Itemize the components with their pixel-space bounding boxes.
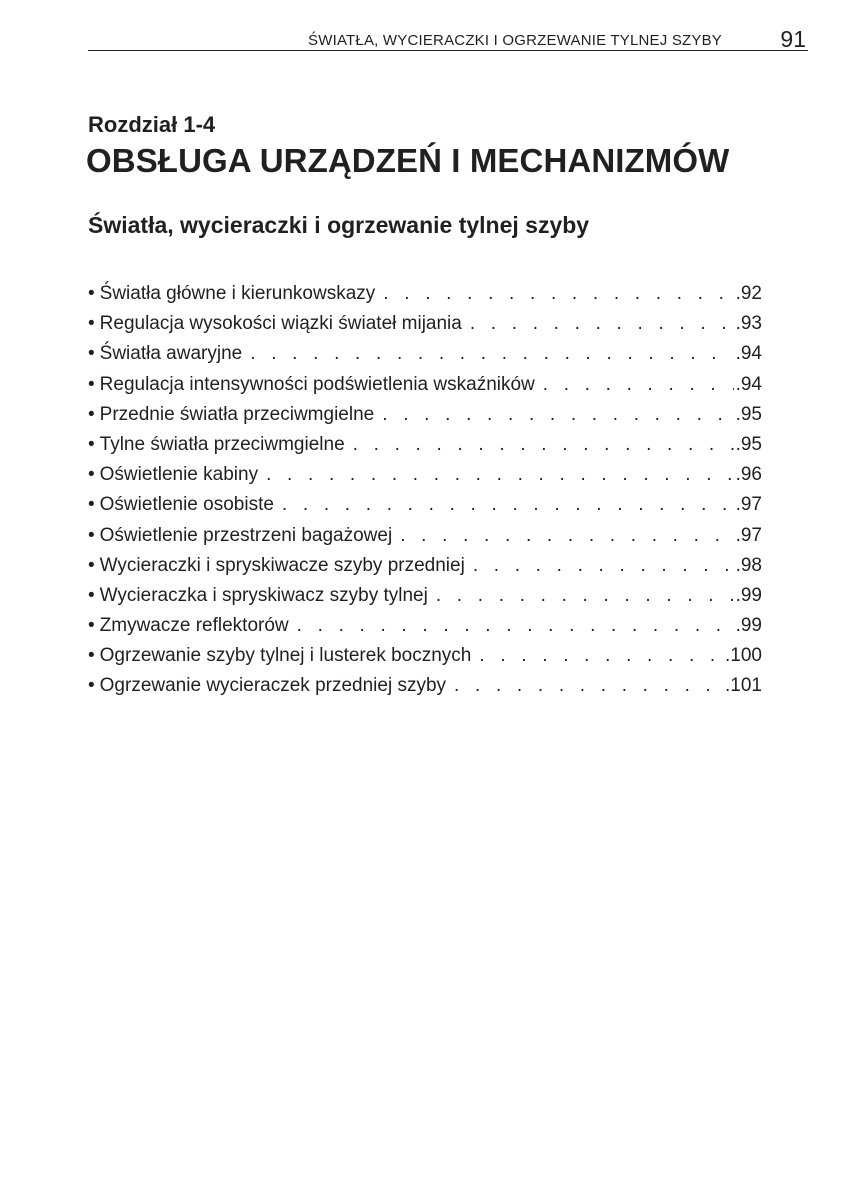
bullet-icon: • — [88, 584, 95, 606]
dot-leader — [436, 585, 734, 607]
toc-item[interactable] — [88, 494, 762, 524]
toc-item-page: .94 — [735, 343, 762, 365]
section-title: Światła, wycieraczki i ogrzewanie tylnej szyby — [88, 212, 590, 238]
dot-leader — [250, 343, 733, 365]
toc-item-label: Oświetlenie kabiny — [99, 464, 259, 486]
toc-item-label: Wycieraczka i spryskiwacz szyby tylnej — [99, 584, 428, 606]
dot-leader — [383, 283, 733, 305]
toc-item[interactable] — [88, 525, 762, 555]
toc-item-label: Ogrzewanie wycieraczek przedniej szyby — [99, 675, 447, 697]
toc-item-page: .100 — [725, 645, 762, 667]
toc-item-label: Światła awaryjne — [99, 343, 243, 365]
bullet-icon: • — [88, 645, 95, 667]
toc-item-page: .95 — [735, 403, 762, 425]
toc-item-label: Zmywacze reflektorów — [99, 615, 289, 637]
header-rule — [88, 50, 808, 51]
toc-item-page: .92 — [735, 283, 762, 304]
toc-item[interactable] — [88, 645, 762, 675]
toc-item-label: Przednie światła przeciwmgielne — [99, 403, 375, 425]
dot-leader — [473, 555, 734, 577]
toc-item-page: .94 — [735, 373, 762, 395]
bullet-icon: • — [88, 313, 95, 335]
toc-item-label: Wycieraczki i spryskiwacze szyby przedniej — [99, 554, 465, 576]
dot-leader — [454, 675, 723, 697]
toc-item-page: .97 — [735, 494, 762, 516]
page-number: 91 — [780, 26, 806, 52]
toc-item-page: .96 — [735, 464, 762, 486]
bullet-icon: • — [88, 494, 95, 516]
dot-leader — [400, 525, 733, 547]
toc-item[interactable] — [88, 675, 762, 705]
dot-leader — [543, 374, 734, 396]
bullet-icon: • — [88, 554, 95, 576]
dot-leader — [282, 494, 734, 516]
toc-item-label: Regulacja intensywności podświetlenia wskaźników — [99, 373, 535, 395]
bullet-icon: • — [88, 464, 95, 486]
toc-item-page: .97 — [735, 524, 762, 546]
bullet-icon: • — [88, 524, 95, 546]
toc-item-label: Światła główne i kierunkowskazy — [99, 283, 376, 304]
dot-leader — [470, 313, 734, 335]
dot-leader — [353, 434, 734, 456]
toc-item-page: .101 — [725, 675, 762, 697]
toc-item[interactable] — [88, 464, 762, 494]
table-of-contents — [88, 283, 762, 706]
toc-item-page: .93 — [735, 313, 762, 335]
toc-item-page: .98 — [735, 554, 762, 576]
bullet-icon: • — [88, 373, 95, 395]
toc-item[interactable] — [88, 313, 762, 343]
bullet-icon: • — [88, 615, 95, 637]
chapter-label: Rozdział 1-4 — [88, 112, 216, 137]
toc-item-page: .99 — [735, 615, 762, 637]
bullet-icon: • — [88, 675, 95, 697]
toc-item-label: Ogrzewanie szyby tylnej i lusterek bocznych — [99, 645, 472, 667]
toc-item[interactable] — [88, 283, 762, 313]
toc-item[interactable] — [88, 374, 762, 404]
dot-leader — [297, 615, 734, 637]
dot-leader — [266, 464, 734, 486]
toc-item-page: .95 — [735, 433, 762, 455]
toc-item[interactable] — [88, 343, 762, 373]
toc-item-label: Regulacja wysokości wiązki świateł mijania — [99, 313, 462, 335]
toc-item[interactable] — [88, 434, 762, 464]
running-title: ŚWIATŁA, WYCIERACZKI I OGRZEWANIE TYLNEJ SZYBY — [308, 32, 722, 49]
toc-item[interactable] — [88, 585, 762, 615]
dot-leader — [382, 404, 733, 426]
bullet-icon: • — [88, 343, 95, 365]
dot-leader — [479, 645, 723, 667]
bullet-icon: • — [88, 283, 95, 304]
toc-item-label: Oświetlenie przestrzeni bagażowej — [99, 524, 393, 546]
toc-item[interactable] — [88, 615, 762, 645]
toc-item[interactable] — [88, 555, 762, 585]
bullet-icon: • — [88, 403, 95, 425]
running-header — [88, 28, 808, 50]
toc-item-label: Oświetlenie osobiste — [99, 494, 274, 516]
toc-item-label: Tylne światła przeciwmgielne — [99, 433, 345, 455]
bullet-icon: • — [88, 433, 95, 455]
toc-item-page: .99 — [735, 584, 762, 606]
toc-item[interactable] — [88, 404, 762, 434]
chapter-title: OBSŁUGA URZĄDZEŃ I MECHANIZMÓW — [86, 142, 730, 179]
